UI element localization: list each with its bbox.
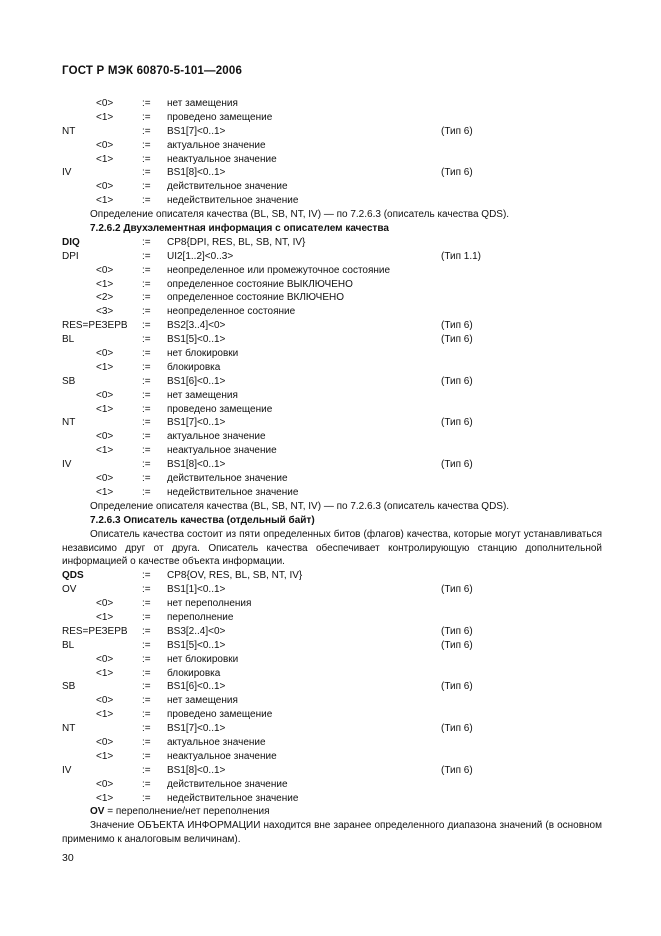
definition-text: нет замещения <box>167 389 238 401</box>
assign-operator: := <box>142 98 151 109</box>
assign-operator: := <box>142 598 151 610</box>
assign-operator: := <box>142 445 151 457</box>
assign-operator: := <box>142 764 151 776</box>
definition-row <box>62 680 602 694</box>
definition-text: недействительное значение <box>167 486 299 498</box>
definition-text: BS1[6]<0..1> <box>167 375 226 387</box>
assign-operator: := <box>142 570 151 582</box>
value-code: <2> <box>96 292 114 304</box>
value-code: <0> <box>96 389 114 401</box>
value-code: <1> <box>96 709 114 721</box>
definition-text: проведено замещение <box>167 403 273 415</box>
type-label: (Тип 6) <box>441 625 473 637</box>
definition-text: BS1[8]<0..1> <box>167 459 226 471</box>
definition-row <box>62 611 602 625</box>
definition-text: нет блокировки <box>167 653 239 665</box>
value-code: <0> <box>96 348 114 360</box>
definition-row <box>62 444 602 458</box>
definition-text: неактуальное значение <box>167 750 277 762</box>
definition-row <box>62 722 602 736</box>
definition-text: BS1[5]<0..1> <box>167 639 226 651</box>
value-code: <0> <box>96 264 114 276</box>
assign-operator: := <box>142 792 151 804</box>
definition-row <box>62 625 602 639</box>
definition-row <box>62 792 602 806</box>
assign-operator: := <box>142 139 151 151</box>
field-name: BL <box>62 639 75 651</box>
definition-row <box>62 180 602 194</box>
assign-operator: := <box>142 348 151 360</box>
document-body <box>62 97 602 847</box>
assign-operator: := <box>142 459 151 471</box>
assign-operator: := <box>142 417 151 429</box>
field-name: IV <box>62 167 72 179</box>
assign-operator: := <box>142 653 151 665</box>
assign-operator: := <box>142 709 151 721</box>
definition-text: блокировка <box>167 667 221 679</box>
field-name: SB <box>62 681 76 693</box>
value-code: <0> <box>96 598 114 610</box>
value-code: <0> <box>96 653 114 665</box>
definition-text: актуальное значение <box>167 139 266 151</box>
definition-row <box>62 764 602 778</box>
assign-operator: := <box>142 667 151 679</box>
definition-row <box>62 403 602 417</box>
definition-row <box>62 166 602 180</box>
assign-operator: := <box>142 612 151 623</box>
assign-operator: := <box>142 125 151 137</box>
definition-row <box>62 305 602 319</box>
note-line <box>62 208 602 222</box>
assign-operator: := <box>142 320 151 332</box>
value-code: <0> <box>96 778 114 790</box>
definition-row <box>62 458 602 472</box>
definition-text: BS2[3..4]<0> <box>167 320 226 332</box>
definition-text: проведено замещение <box>167 111 273 123</box>
field-name: RES=РЕЗЕРВ <box>62 320 128 332</box>
value-code: <1> <box>96 195 114 207</box>
definition-row <box>62 97 602 111</box>
definition-row <box>62 778 602 792</box>
definition-text: недействительное значение <box>167 792 299 804</box>
assign-operator: := <box>142 625 151 637</box>
definition-row <box>62 597 602 611</box>
definition-text: BS1[6]<0..1> <box>167 681 226 693</box>
paragraph: Значение ОБЪЕКТА ИНФОРМАЦИИ находится вне заранее определенного диапазона значений (в основном применимо к аналоговым величинам). <box>62 820 602 846</box>
definition-row <box>62 333 602 347</box>
definition-text: нет замещения <box>167 695 238 707</box>
definition-text: BS1[7]<0..1> <box>167 417 226 429</box>
assign-operator: := <box>142 111 151 123</box>
definition-row <box>62 472 602 486</box>
definition-text: CP8{DPI, RES, BL, SB, NT, IV} <box>167 236 306 248</box>
definition-text: неактуальное значение <box>167 445 277 457</box>
type-label: (Тип 6) <box>441 459 473 471</box>
value-code: <1> <box>96 792 114 804</box>
definition-row <box>62 278 602 292</box>
value-code: <0> <box>96 431 114 443</box>
field-name: NT <box>62 723 76 735</box>
paragraph: Описатель качества состоит из пяти определенных битов (флагов) качества, которые могут устанавливаться независимо друг от друга. Описатель качества обеспечивает контролирующую станцию дополнительной информацией о качестве объекта информации. <box>62 528 602 568</box>
assign-operator: := <box>142 306 151 318</box>
definition-text: BS1[7]<0..1> <box>167 125 226 137</box>
line-text: 7.2.6.3 Описатель качества (отдельный байт) <box>90 514 315 526</box>
value-code: <0> <box>96 139 114 151</box>
definition-text: проведено замещение <box>167 709 273 721</box>
type-label: (Тип 1.1) <box>441 250 482 262</box>
document-header: ГОСТ Р МЭК 60870-5-101—2006 <box>62 65 243 77</box>
definition-text: BS1[8]<0..1> <box>167 167 226 179</box>
assign-operator: := <box>142 473 151 485</box>
definition-row <box>62 667 602 681</box>
section-heading <box>62 222 602 236</box>
value-code: <1> <box>96 750 114 762</box>
definition-text: актуальное значение <box>167 431 266 443</box>
definition-row <box>62 736 602 750</box>
term: OV <box>90 806 105 818</box>
type-label: (Тип 6) <box>441 334 473 346</box>
line-text: Определение описателя качества (BL, SB, NT, IV) — по 7.2.6.3 (описатель качества QDS). <box>90 500 510 512</box>
section-heading <box>62 514 602 528</box>
value-code: <1> <box>96 111 114 123</box>
field-name: NT <box>62 417 76 429</box>
assign-operator: := <box>142 153 151 165</box>
type-label: (Тип 6) <box>441 417 473 429</box>
definition-text: неопределенное или промежуточное состояние <box>167 264 391 276</box>
value-code: <1> <box>96 486 114 498</box>
value-code: <1> <box>96 667 114 679</box>
value-code: <3> <box>96 306 114 318</box>
assign-operator: := <box>142 584 151 596</box>
definition-text: действительное значение <box>167 778 288 790</box>
definition-text: CP8{OV, RES, BL, SB, NT, IV} <box>167 570 303 582</box>
type-label: (Тип 6) <box>441 320 473 332</box>
assign-operator: := <box>142 737 151 749</box>
assign-operator: := <box>142 195 151 207</box>
field-name: DPI <box>62 250 79 262</box>
note-line <box>62 805 602 819</box>
definition-text: UI2[1..2]<0..3> <box>167 250 234 262</box>
assign-operator: := <box>142 695 151 707</box>
definition-row <box>62 264 602 278</box>
assign-operator: := <box>142 431 151 443</box>
definition-text: действительное значение <box>167 181 288 193</box>
assign-operator: := <box>142 403 151 415</box>
assign-operator: := <box>142 389 151 401</box>
definition-text: BS1[8]<0..1> <box>167 764 226 776</box>
type-label: (Тип 6) <box>441 375 473 387</box>
assign-operator: := <box>142 375 151 387</box>
type-label: (Тип 6) <box>441 167 473 179</box>
value-code: <0> <box>96 181 114 193</box>
field-name: OV <box>62 584 77 596</box>
assign-operator: := <box>142 681 151 693</box>
definition-row <box>62 486 602 500</box>
definition-row <box>62 125 602 139</box>
definition-row <box>62 694 602 708</box>
definition-row <box>62 583 602 597</box>
definition-row <box>62 639 602 653</box>
definition-text: актуальное значение <box>167 737 266 749</box>
assign-operator: := <box>142 250 151 262</box>
assign-operator: := <box>142 236 151 248</box>
definition-text: определенное состояние ВЫКЛЮЧЕНО <box>167 278 353 290</box>
definition-row <box>62 347 602 361</box>
definition-row <box>62 569 602 583</box>
definition-text: блокировка <box>167 361 221 373</box>
definition-row <box>62 416 602 430</box>
field-name: BL <box>62 334 75 346</box>
type-label: (Тип 6) <box>441 764 473 776</box>
assign-operator: := <box>142 361 151 373</box>
assign-operator: := <box>142 181 151 193</box>
field-name: DIQ <box>62 236 80 248</box>
assign-operator: := <box>142 723 151 735</box>
definition-text: переполнение <box>167 612 234 623</box>
definition-text: неопределенное состояние <box>167 306 296 318</box>
field-name: IV <box>62 459 72 471</box>
assign-operator: := <box>142 750 151 762</box>
definition-text: BS1[7]<0..1> <box>167 723 226 735</box>
definition-text: BS1[5]<0..1> <box>167 334 226 346</box>
value-code: <0> <box>96 695 114 707</box>
definition-row <box>62 653 602 667</box>
assign-operator: := <box>142 167 151 179</box>
page-number: 30 <box>62 852 74 864</box>
definition-text: определенное состояние ВКЛЮЧЕНО <box>167 292 345 304</box>
definition-row <box>62 361 602 375</box>
definition-row <box>62 139 602 153</box>
line-text: 7.2.6.2 Двухэлементная информация с описателем качества <box>90 223 389 235</box>
assign-operator: := <box>142 639 151 651</box>
definition-row <box>62 375 602 389</box>
assign-operator: := <box>142 292 151 304</box>
assign-operator: := <box>142 334 151 346</box>
definition-row <box>62 236 602 250</box>
assign-operator: := <box>142 278 151 290</box>
definition-row <box>62 430 602 444</box>
assign-operator: := <box>142 264 151 276</box>
field-name: NT <box>62 125 76 137</box>
definition-row <box>62 111 602 125</box>
assign-operator: := <box>142 778 151 790</box>
definition-row <box>62 319 602 333</box>
definition-row <box>62 708 602 722</box>
line-text: Определение описателя качества (BL, SB, NT, IV) — по 7.2.6.3 (описатель качества QDS). <box>90 209 510 221</box>
definition-row <box>62 750 602 764</box>
definition-text: BS1[1]<0..1> <box>167 584 226 596</box>
definition-row <box>62 153 602 167</box>
type-label: (Тип 6) <box>441 639 473 651</box>
definition-text: нет замещения <box>167 98 238 109</box>
value-code: <0> <box>96 473 114 485</box>
type-label: (Тип 6) <box>441 723 473 735</box>
field-name: SB <box>62 375 76 387</box>
definition-row <box>62 250 602 264</box>
definition-row <box>62 389 602 403</box>
field-name: QDS <box>62 570 84 582</box>
line-text: = переполнение/нет переполнения <box>104 806 270 818</box>
value-code: <1> <box>96 153 114 165</box>
definition-row <box>62 194 602 208</box>
type-label: (Тип 6) <box>441 125 473 137</box>
value-code: <1> <box>96 403 114 415</box>
value-code: <0> <box>96 98 114 109</box>
field-name: IV <box>62 764 72 776</box>
definition-row <box>62 291 602 305</box>
value-code: <1> <box>96 278 114 290</box>
assign-operator: := <box>142 486 151 498</box>
definition-text: BS3[2..4]<0> <box>167 625 226 637</box>
value-code: <1> <box>96 445 114 457</box>
definition-text: неактуальное значение <box>167 153 277 165</box>
type-label: (Тип 6) <box>441 584 473 596</box>
value-code: <0> <box>96 737 114 749</box>
type-label: (Тип 6) <box>441 681 473 693</box>
value-code: <1> <box>96 361 114 373</box>
definition-text: нет переполнения <box>167 598 252 610</box>
definition-text: нет блокировки <box>167 348 239 360</box>
note-line <box>62 500 602 514</box>
value-code: <1> <box>96 612 114 623</box>
field-name: RES=РЕЗЕРВ <box>62 625 128 637</box>
definition-text: действительное значение <box>167 473 288 485</box>
definition-text: недействительное значение <box>167 195 299 207</box>
